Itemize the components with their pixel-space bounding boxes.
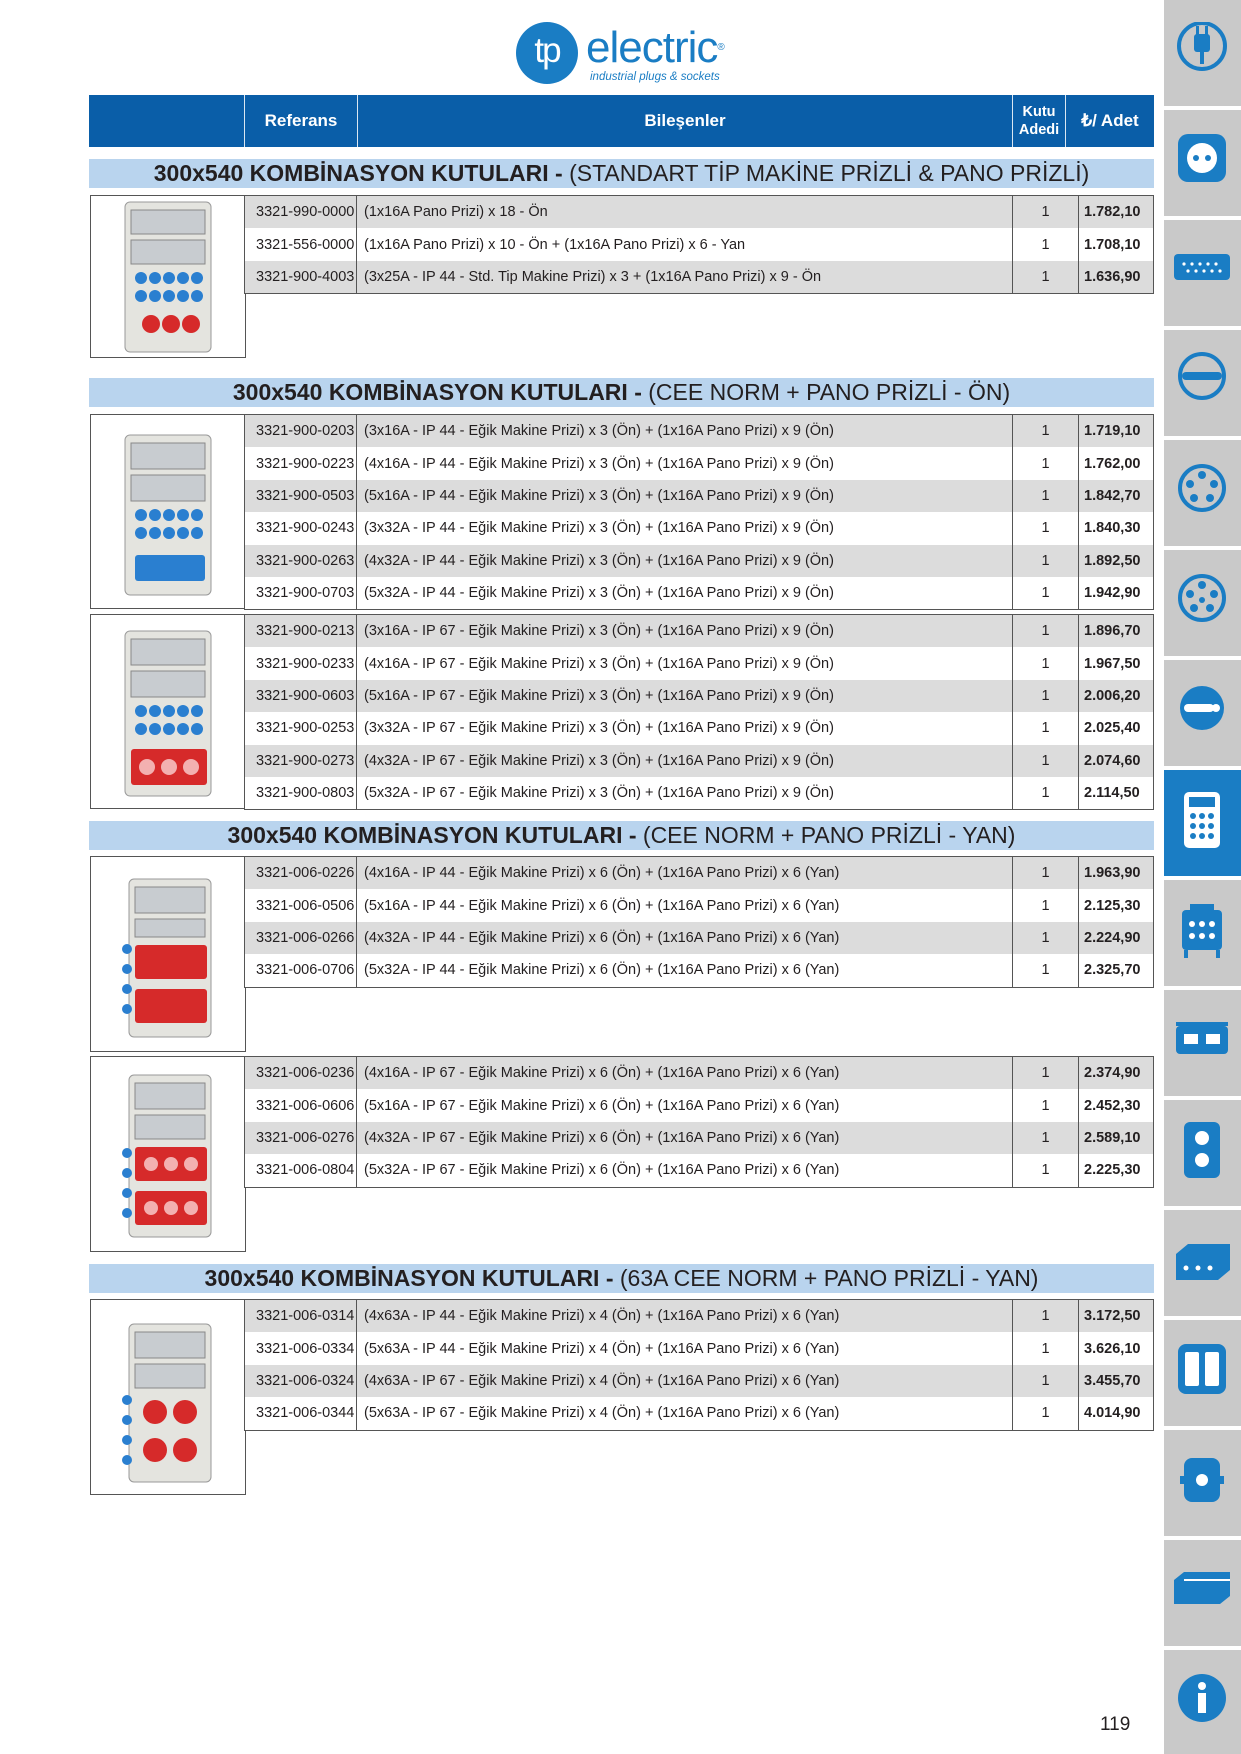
cell-price: 1.896,70	[1084, 623, 1141, 640]
product-table-4	[244, 856, 1154, 988]
cell-qty: 1	[1012, 922, 1079, 954]
cell-qty: 1	[1012, 480, 1079, 512]
cell-ref: 3321-006-0334	[245, 1332, 357, 1364]
cell-desc: (5x16A - IP 67 - Eğik Makine Prizi) x 3 (Ön) + (1x16A Pano Prizi) x 9 (Ön)	[364, 687, 834, 704]
cell-price: 1.963,90	[1084, 865, 1141, 882]
cell-desc: (5x16A - IP 67 - Eğik Makine Prizi) x 6 (Ön) + (1x16A Pano Prizi) x 6 (Yan)	[364, 1097, 840, 1114]
cell-price: 2.224,90	[1084, 929, 1141, 946]
cell-ref: 3321-006-0266	[245, 922, 357, 954]
product-table-1	[244, 195, 1154, 294]
product-image-5	[90, 1056, 246, 1252]
section-title-bold: 300x540 KOMBİNASYON KUTULARI -	[153, 160, 563, 186]
cell-ref: 3321-006-0606	[245, 1089, 357, 1121]
cell-price: 2.025,40	[1084, 720, 1141, 737]
cell-qty: 1	[1012, 1300, 1079, 1332]
cell-ref: 3321-900-0703	[245, 577, 357, 609]
cell-price: 1.842,70	[1084, 487, 1141, 504]
table-row	[245, 745, 1153, 777]
cell-price: 1.708,10	[1084, 236, 1141, 253]
product-table-3	[244, 614, 1154, 810]
header-blank	[89, 95, 244, 147]
table-row	[245, 261, 1153, 293]
cell-ref: 3321-006-0236	[245, 1057, 357, 1089]
logo-tagline: industrial plugs & sockets	[590, 71, 720, 83]
connector-icon	[1172, 682, 1232, 742]
cell-qty: 1	[1012, 1089, 1079, 1121]
combination-box-image	[91, 857, 245, 1051]
plug-icon	[1172, 22, 1232, 82]
table-row	[245, 889, 1153, 921]
cell-ref: 3321-900-0213	[245, 615, 357, 647]
table-row	[245, 712, 1153, 744]
table-row	[245, 480, 1153, 512]
cell-price: 1.762,00	[1084, 455, 1141, 472]
cell-desc: (3x32A - IP 67 - Eğik Makine Prizi) x 3 (Ön) + (1x16A Pano Prizi) x 9 (Ön)	[364, 720, 834, 737]
socket-icon	[1172, 132, 1232, 192]
cell-ref: 3321-006-0506	[245, 889, 357, 921]
cylinder-box-icon	[1172, 1452, 1232, 1512]
table-row	[245, 1122, 1153, 1154]
table-row	[245, 1332, 1153, 1364]
sidebar-tab-panel-sockets[interactable]	[1164, 220, 1241, 326]
table-row	[245, 1300, 1153, 1332]
header-kutu-line1: Kutu	[1022, 104, 1056, 120]
combination-box-image	[91, 615, 245, 808]
cell-qty: 1	[1012, 777, 1079, 809]
combination-box-image	[91, 415, 245, 608]
cell-price: 2.325,70	[1084, 962, 1141, 979]
sidebar-tab-connectors[interactable]	[1164, 660, 1241, 766]
table-row	[245, 228, 1153, 260]
section-title-bold: 300x540 KOMBİNASYON KUTULARI -	[204, 1265, 614, 1291]
sidebar-tab-plugs[interactable]	[1164, 0, 1241, 106]
cell-price: 3.172,50	[1084, 1308, 1141, 1325]
table-row	[245, 954, 1153, 986]
cell-ref: 3321-556-0000	[245, 228, 357, 260]
cell-desc: (3x16A - IP 67 - Eğik Makine Prizi) x 3 (Ön) + (1x16A Pano Prizi) x 9 (Ön)	[364, 623, 834, 640]
combination-box-image	[91, 1300, 245, 1494]
cell-qty: 1	[1012, 1122, 1079, 1154]
cell-ref: 3321-900-0243	[245, 512, 357, 544]
cell-price: 2.374,90	[1084, 1065, 1141, 1082]
cee-socket-icon	[1172, 462, 1232, 522]
table-row	[245, 1365, 1153, 1397]
cell-desc: (5x16A - IP 44 - Eğik Makine Prizi) x 6 (Ön) + (1x16A Pano Prizi) x 6 (Yan)	[364, 897, 840, 914]
cell-desc: (4x16A - IP 67 - Eğik Makine Prizi) x 3 (Ön) + (1x16A Pano Prizi) x 9 (Ön)	[364, 655, 834, 672]
cell-desc: (5x32A - IP 44 - Eğik Makine Prizi) x 3 (Ön) + (1x16A Pano Prizi) x 9 (Ön)	[364, 585, 834, 602]
table-header	[89, 95, 1154, 147]
cell-price: 3.626,10	[1084, 1340, 1141, 1357]
cell-qty: 1	[1012, 228, 1079, 260]
cell-qty: 1	[1012, 1057, 1079, 1089]
cell-price: 2.006,20	[1084, 687, 1141, 704]
sidebar-tab-flush-sockets[interactable]	[1164, 330, 1241, 436]
cell-ref: 3321-900-0253	[245, 712, 357, 744]
section-title-3	[89, 821, 1154, 850]
cell-desc: (5x32A - IP 67 - Eğik Makine Prizi) x 6 (Ön) + (1x16A Pano Prizi) x 6 (Yan)	[364, 1162, 840, 1179]
cell-qty: 1	[1012, 680, 1079, 712]
cell-price: 1.942,90	[1084, 585, 1141, 602]
cell-desc: (4x32A - IP 44 - Eğik Makine Prizi) x 3 (Ön) + (1x16A Pano Prizi) x 9 (Ön)	[364, 552, 834, 569]
cell-desc: (4x32A - IP 44 - Eğik Makine Prizi) x 6 (Ön) + (1x16A Pano Prizi) x 6 (Yan)	[364, 929, 840, 946]
cell-desc: (5x63A - IP 67 - Eğik Makine Prizi) x 4 (Ön) + (1x16A Pano Prizi) x 6 (Yan)	[364, 1405, 840, 1422]
cell-ref: 3321-006-0276	[245, 1122, 357, 1154]
cell-ref: 3321-900-0273	[245, 745, 357, 777]
portable-box-icon	[1172, 1012, 1232, 1072]
cell-desc: (4x16A - IP 44 - Eğik Makine Prizi) x 3 (Ön) + (1x16A Pano Prizi) x 9 (Ön)	[364, 455, 834, 472]
cell-qty: 1	[1012, 889, 1079, 921]
table-row	[245, 415, 1153, 447]
cell-ref: 3321-006-0314	[245, 1300, 357, 1332]
sidebar-tab-cable-trays[interactable]	[1164, 1540, 1241, 1646]
cell-desc: (4x16A - IP 44 - Eğik Makine Prizi) x 6 (Ön) + (1x16A Pano Prizi) x 6 (Yan)	[364, 865, 840, 882]
product-image-6	[90, 1299, 246, 1495]
cell-price: 2.452,30	[1084, 1097, 1141, 1114]
section-title-light: (CEE NORM + PANO PRİZLİ - ÖN)	[641, 379, 1011, 405]
cell-desc: (4x63A - IP 67 - Eğik Makine Prizi) x 4 (Ön) + (1x16A Pano Prizi) x 6 (Yan)	[364, 1372, 840, 1389]
cell-desc: (4x32A - IP 67 - Eğik Makine Prizi) x 3 (Ön) + (1x16A Pano Prizi) x 9 (Ön)	[364, 752, 834, 769]
cell-desc: (1x16A Pano Prizi) x 10 - Ön + (1x16A Pano Prizi) x 6 - Yan	[364, 236, 746, 253]
table-row	[245, 447, 1153, 479]
sidebar-tab-info[interactable]	[1164, 1650, 1241, 1754]
cell-price: 2.114,50	[1084, 785, 1140, 802]
table-row	[245, 1089, 1153, 1121]
cell-desc: (1x16A Pano Prizi) x 18 - Ön	[364, 204, 548, 221]
cell-qty: 1	[1012, 512, 1079, 544]
cell-qty: 1	[1012, 415, 1079, 447]
cell-price: 1.782,10	[1084, 204, 1141, 221]
table-row	[245, 1397, 1153, 1429]
cell-qty: 1	[1012, 447, 1079, 479]
cell-ref: 3321-006-0344	[245, 1397, 357, 1429]
panel-socket-icon	[1172, 242, 1232, 302]
logo-mark: tp	[516, 22, 578, 84]
cell-price: 1.967,50	[1084, 655, 1141, 672]
info-icon	[1172, 1672, 1232, 1732]
combination-box-image	[91, 1057, 245, 1251]
cell-ref: 3321-900-0803	[245, 777, 357, 809]
cell-qty: 1	[1012, 712, 1079, 744]
header-price: ₺/ Adet	[1081, 111, 1139, 130]
cell-desc: (5x32A - IP 67 - Eğik Makine Prizi) x 3 (Ön) + (1x16A Pano Prizi) x 9 (Ön)	[364, 785, 834, 802]
section-title-light: (CEE NORM + PANO PRİZLİ - YAN)	[636, 822, 1016, 848]
cell-qty: 1	[1012, 261, 1079, 293]
product-table-6	[244, 1299, 1154, 1431]
brand-logo	[516, 22, 776, 88]
cell-ref: 3321-900-0263	[245, 545, 357, 577]
table-row	[245, 922, 1153, 954]
cell-qty: 1	[1012, 1397, 1079, 1429]
cell-qty: 1	[1012, 745, 1079, 777]
cell-desc: (3x16A - IP 44 - Eğik Makine Prizi) x 3 (Ön) + (1x16A Pano Prizi) x 9 (Ön)	[364, 423, 834, 440]
wall-box-icon	[1172, 1122, 1232, 1182]
cell-ref: 3321-990-0000	[245, 196, 357, 228]
header-kutu-adedi	[1013, 95, 1065, 147]
page-number: 119	[1100, 1714, 1131, 1735]
sidebar-tab-double-boxes[interactable]	[1164, 1320, 1241, 1426]
table-row	[245, 577, 1153, 609]
table-row	[245, 1057, 1153, 1089]
table-row	[245, 1154, 1153, 1186]
table-row	[245, 777, 1153, 809]
cell-ref: 3321-006-0706	[245, 954, 357, 986]
cell-desc: (4x63A - IP 44 - Eğik Makine Prizi) x 4 (Ön) + (1x16A Pano Prizi) x 6 (Yan)	[364, 1308, 840, 1325]
sidebar-tab-portable-boxes[interactable]	[1164, 990, 1241, 1096]
product-image-3	[90, 614, 246, 809]
cell-price: 1.892,50	[1084, 552, 1141, 569]
cell-qty: 1	[1012, 1365, 1079, 1397]
cell-ref: 3321-900-0233	[245, 647, 357, 679]
cell-qty: 1	[1012, 196, 1079, 228]
header-bilesenler: Bileşenler	[644, 111, 726, 130]
cell-desc: (4x32A - IP 67 - Eğik Makine Prizi) x 6 (Ön) + (1x16A Pano Prizi) x 6 (Yan)	[364, 1129, 840, 1146]
distribution-box-icon	[1172, 902, 1232, 962]
sidebar-tab-wall-boxes[interactable]	[1164, 1100, 1241, 1206]
logo-wordmark	[586, 23, 724, 72]
cell-ref: 3321-006-0804	[245, 1154, 357, 1186]
cell-qty: 1	[1012, 647, 1079, 679]
cell-price: 2.125,30	[1084, 897, 1141, 914]
cell-qty: 1	[1012, 1154, 1079, 1186]
enclosure-icon	[1172, 1232, 1232, 1292]
cell-price: 4.014,90	[1084, 1405, 1141, 1422]
cell-price: 2.074,60	[1084, 752, 1141, 769]
cell-price: 3.455,70	[1084, 1372, 1141, 1389]
header-referans: Referans	[264, 111, 338, 130]
sidebar-tab-distribution-boxes[interactable]	[1164, 880, 1241, 986]
cell-desc: (5x16A - IP 44 - Eğik Makine Prizi) x 3 (Ön) + (1x16A Pano Prizi) x 9 (Ön)	[364, 487, 834, 504]
cell-qty: 1	[1012, 545, 1079, 577]
cell-qty: 1	[1012, 954, 1079, 986]
section-title-2	[89, 378, 1154, 407]
product-image-4	[90, 856, 246, 1052]
section-title-light: (63A CEE NORM + PANO PRİZLİ - YAN)	[613, 1265, 1039, 1291]
cell-qty: 1	[1012, 577, 1079, 609]
flush-socket-icon	[1172, 352, 1232, 412]
cell-price: 1.636,90	[1084, 268, 1141, 285]
sidebar-tab-cee-sockets-alt[interactable]	[1164, 550, 1241, 656]
section-title-4	[89, 1264, 1154, 1293]
product-table-2	[244, 414, 1154, 610]
table-row	[245, 196, 1153, 228]
double-box-icon	[1172, 1342, 1232, 1402]
cell-desc: (4x16A - IP 67 - Eğik Makine Prizi) x 6 (Ön) + (1x16A Pano Prizi) x 6 (Yan)	[364, 1065, 840, 1082]
table-row	[245, 857, 1153, 889]
product-image-2	[90, 414, 246, 609]
cell-qty: 1	[1012, 1332, 1079, 1364]
registered-mark: ®	[717, 42, 724, 53]
cell-ref: 3321-006-0226	[245, 857, 357, 889]
table-row	[245, 647, 1153, 679]
sidebar-tab-combination-boxes[interactable]	[1164, 770, 1241, 876]
table-row	[245, 680, 1153, 712]
cable-tray-icon	[1172, 1562, 1232, 1622]
cell-ref: 3321-900-0603	[245, 680, 357, 712]
logo-word-text: electric	[586, 23, 718, 72]
product-image-1	[90, 195, 246, 358]
cell-price: 2.589,10	[1084, 1129, 1141, 1146]
cell-qty: 1	[1012, 615, 1079, 647]
table-row	[245, 512, 1153, 544]
cell-ref: 3321-900-0203	[245, 415, 357, 447]
cell-ref: 3321-900-4003	[245, 261, 357, 293]
sidebar-tab-sockets[interactable]	[1164, 110, 1241, 216]
combination-box-icon	[1172, 792, 1232, 852]
section-title-1	[89, 159, 1154, 188]
category-sidebar	[1164, 0, 1241, 1754]
table-row	[245, 545, 1153, 577]
cell-desc: (3x32A - IP 44 - Eğik Makine Prizi) x 3 (Ön) + (1x16A Pano Prizi) x 9 (Ön)	[364, 520, 834, 537]
sidebar-tab-enclosures[interactable]	[1164, 1210, 1241, 1316]
section-title-bold: 300x540 KOMBİNASYON KUTULARI -	[232, 379, 642, 405]
cell-price: 2.225,30	[1084, 1162, 1141, 1179]
cell-price: 1.719,10	[1084, 423, 1141, 440]
header-kutu-line2: Adedi	[1018, 122, 1060, 138]
table-row	[245, 615, 1153, 647]
cell-desc: (5x63A - IP 44 - Eğik Makine Prizi) x 4 (Ön) + (1x16A Pano Prizi) x 6 (Yan)	[364, 1340, 840, 1357]
product-table-5	[244, 1056, 1154, 1188]
cell-ref: 3321-006-0324	[245, 1365, 357, 1397]
cell-desc: (5x32A - IP 44 - Eğik Makine Prizi) x 6 (Ön) + (1x16A Pano Prizi) x 6 (Yan)	[364, 962, 840, 979]
cee-socket-alt-icon	[1172, 572, 1232, 632]
combination-box-image	[91, 196, 245, 357]
section-title-light: (STANDART TİP MAKİNE PRİZLİ & PANO PRİZLİ)	[562, 160, 1090, 186]
cell-ref: 3321-900-0503	[245, 480, 357, 512]
sidebar-tab-cylinder-boxes[interactable]	[1164, 1430, 1241, 1536]
section-title-bold: 300x540 KOMBİNASYON KUTULARI -	[227, 822, 637, 848]
cell-price: 1.840,30	[1084, 520, 1141, 537]
sidebar-tab-cee-sockets[interactable]	[1164, 440, 1241, 546]
cell-desc: (3x25A - IP 44 - Std. Tip Makine Prizi) x 3 + (1x16A Pano Prizi) x 9 - Ön	[364, 268, 822, 285]
cell-ref: 3321-900-0223	[245, 447, 357, 479]
cell-qty: 1	[1012, 857, 1079, 889]
